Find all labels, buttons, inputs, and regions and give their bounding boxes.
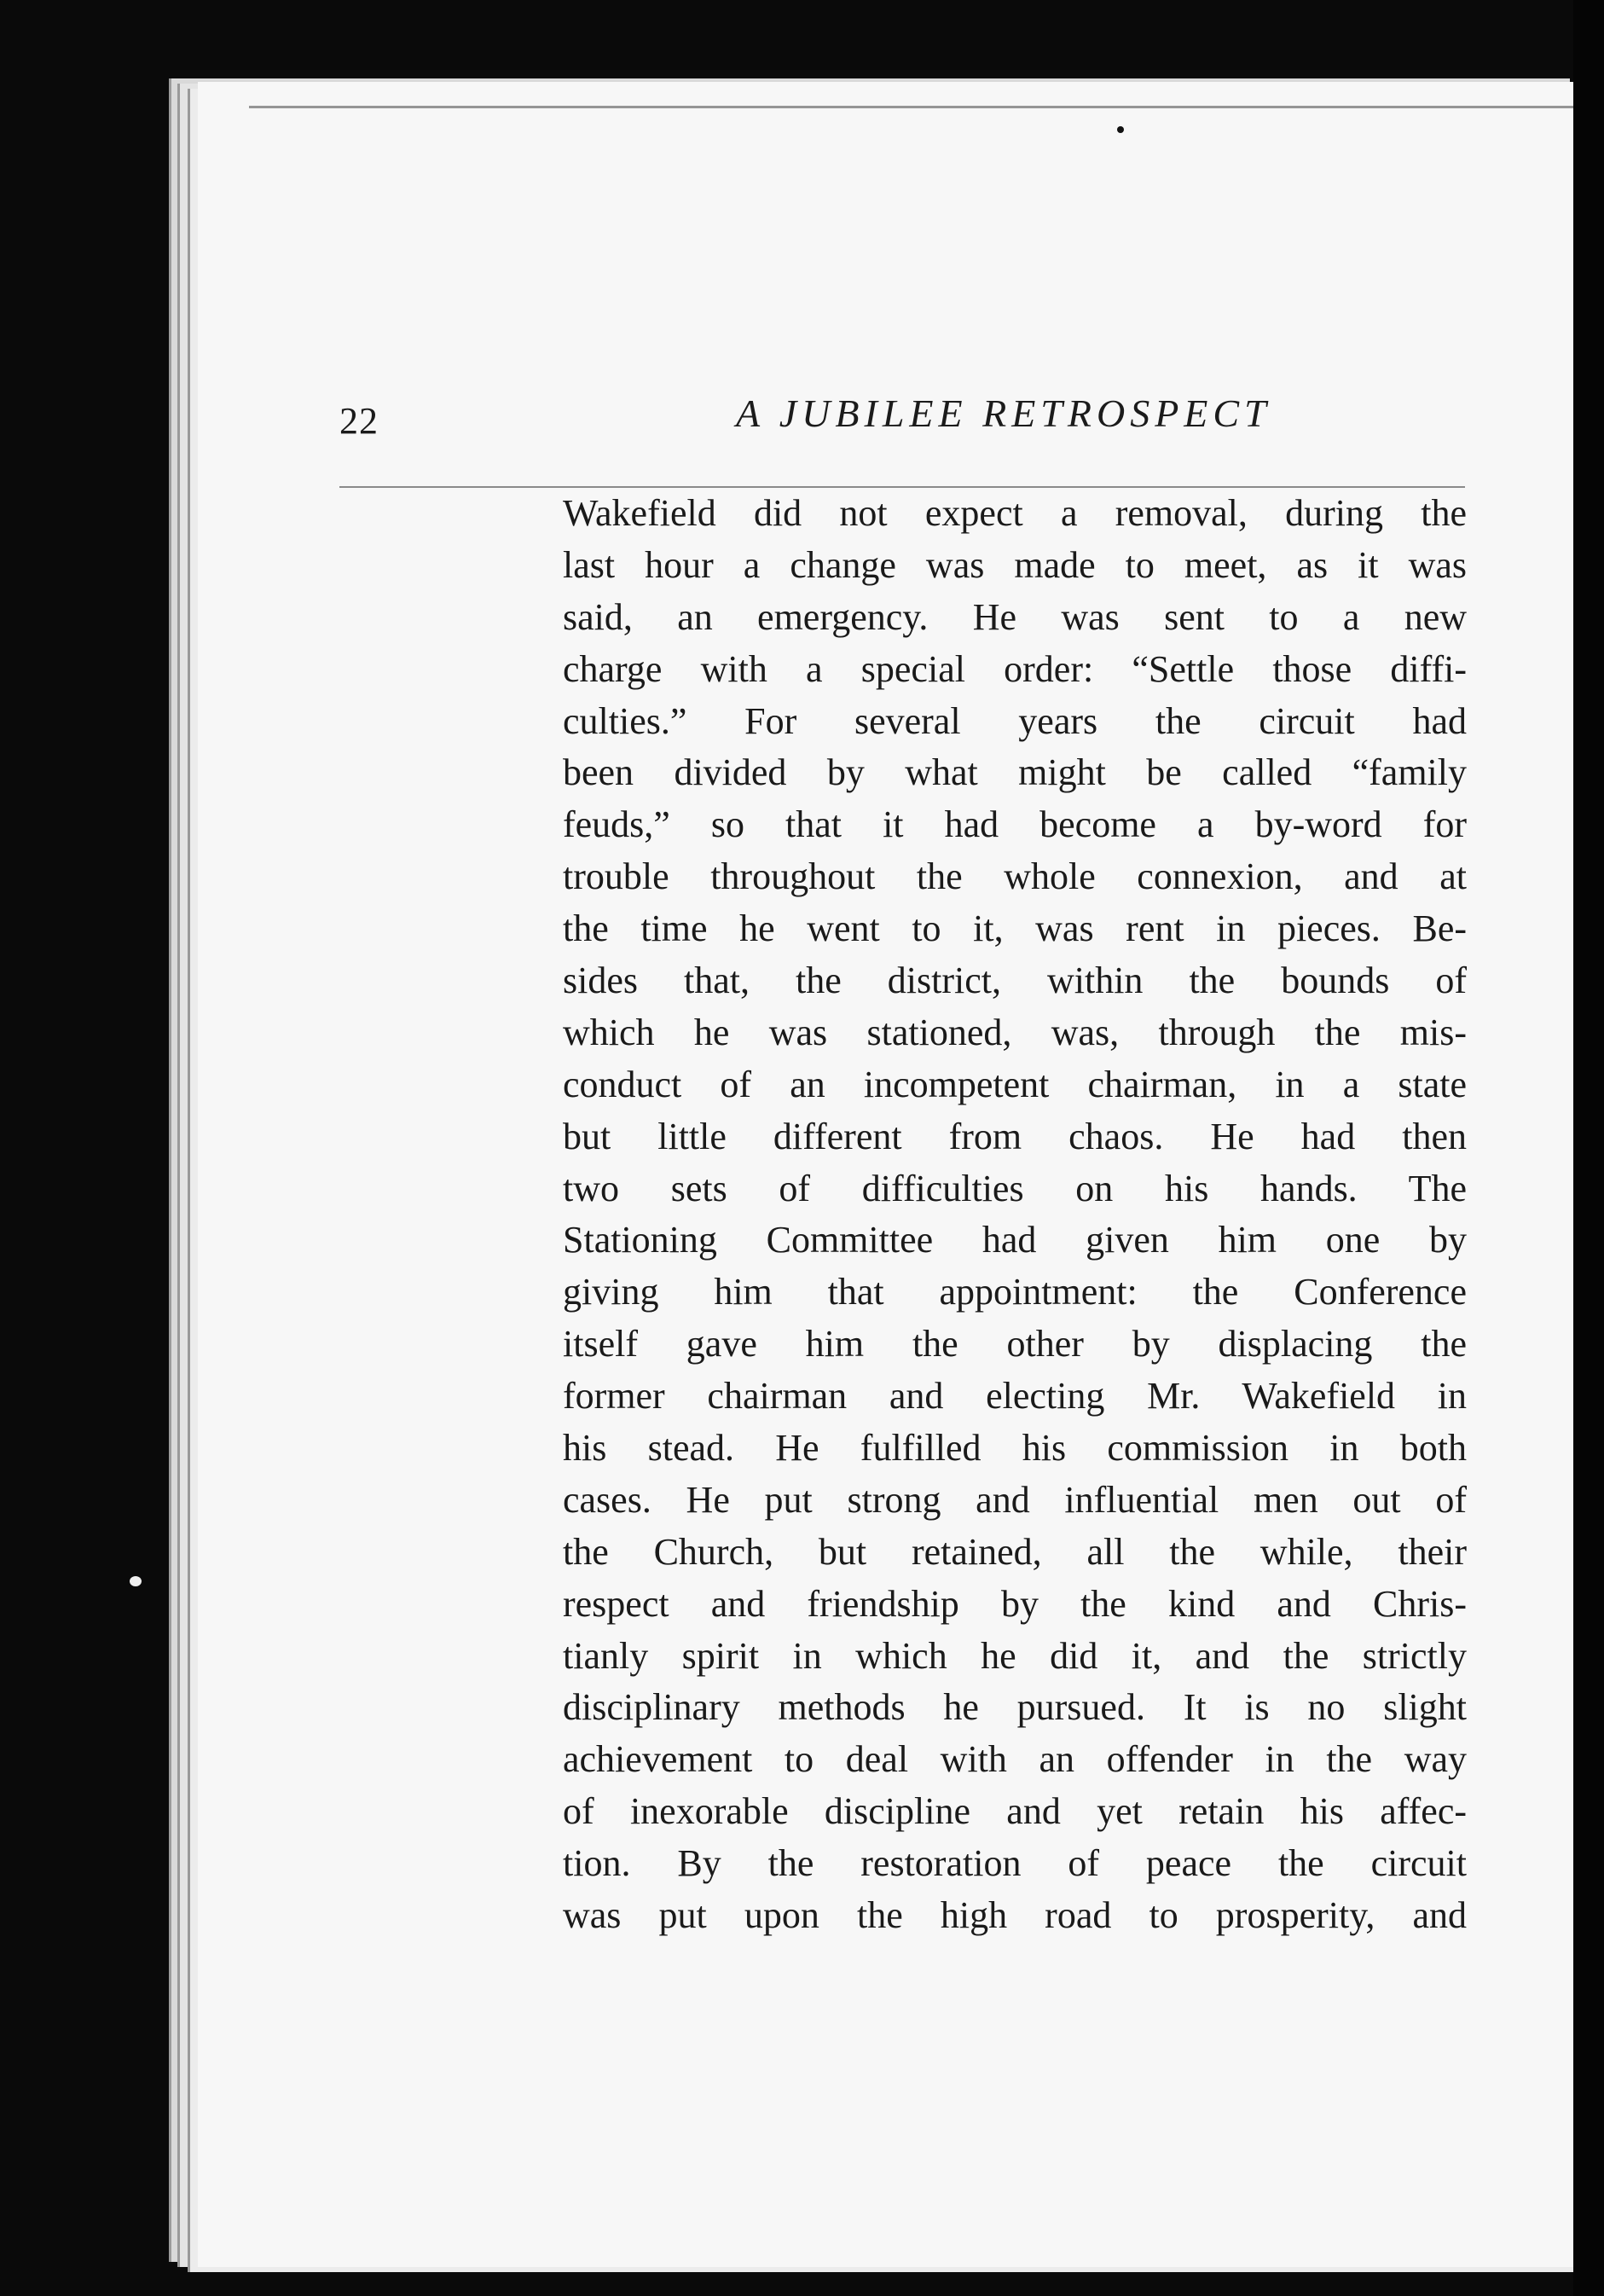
- text-line: itself gave him the other by displacing the: [563, 1323, 1467, 1365]
- text-line: Wakefield did not expect a removal, during the: [563, 492, 1467, 534]
- running-title: A JUBILEE RETROSPECT: [736, 391, 1271, 435]
- text-line: last hour a change was made to meet, as it was: [563, 543, 1467, 586]
- text-line: two sets of difficulties on his hands. The: [563, 1167, 1467, 1209]
- text-line: trouble throughout the whole connexion, and at: [563, 855, 1467, 898]
- text-line: charge with a special order: “Settle those diffi-: [563, 647, 1467, 690]
- text-line: cases. He put strong and influential men out of: [563, 1478, 1467, 1521]
- text-line: of inexorable discipline and yet retain his affec-: [563, 1790, 1467, 1833]
- text-line: sides that, the district, within the bounds of: [563, 960, 1467, 1002]
- text-line: feuds,” so that it had become a by-word for: [563, 803, 1467, 846]
- page-top-edge-line: [249, 106, 1579, 108]
- text-line: tianly spirit in which he did it, and the strictly: [563, 1634, 1467, 1677]
- body-paragraph: [563, 488, 1467, 1942]
- text-line: which he was stationed, was, through the mis-: [563, 1011, 1467, 1053]
- text-line: but little different from chaos. He had then: [563, 1115, 1467, 1157]
- text-line: culties.” For several years the circuit had: [563, 699, 1467, 742]
- text-line: the Church, but retained, all the while, their: [563, 1530, 1467, 1573]
- page-number: 22: [339, 400, 379, 442]
- text-line: achievement to deal with an offender in the way: [563, 1738, 1467, 1781]
- text-line: been divided by what might be called “family: [563, 751, 1467, 794]
- text-line: Stationing Committee had given him one by: [563, 1219, 1467, 1261]
- text-line: respect and friendship by the kind and Chris-: [563, 1582, 1467, 1625]
- text-line: giving him that appointment: the Conference: [563, 1271, 1467, 1313]
- text-line: his stead. He fulfilled his commission in both: [563, 1427, 1467, 1470]
- text-line: former chairman and electing Mr. Wakefield in: [563, 1375, 1467, 1418]
- text-line: disciplinary methods he pursued. It is no slight: [563, 1686, 1467, 1729]
- text-line: tion. By the restoration of peace the circuit: [563, 1842, 1467, 1885]
- dust-speck: [130, 1576, 142, 1586]
- scan-right-border: [1573, 0, 1604, 2296]
- text-line: was put upon the high road to prosperity, and: [563, 1894, 1467, 1937]
- text-line: the time he went to it, was rent in pieces. Be-: [563, 907, 1467, 950]
- text-line: said, an emergency. He was sent to a new: [563, 595, 1467, 638]
- running-head: [339, 391, 1465, 442]
- dust-speck: [1117, 126, 1124, 133]
- text-line: conduct of an incompetent chairman, in a state: [563, 1063, 1467, 1105]
